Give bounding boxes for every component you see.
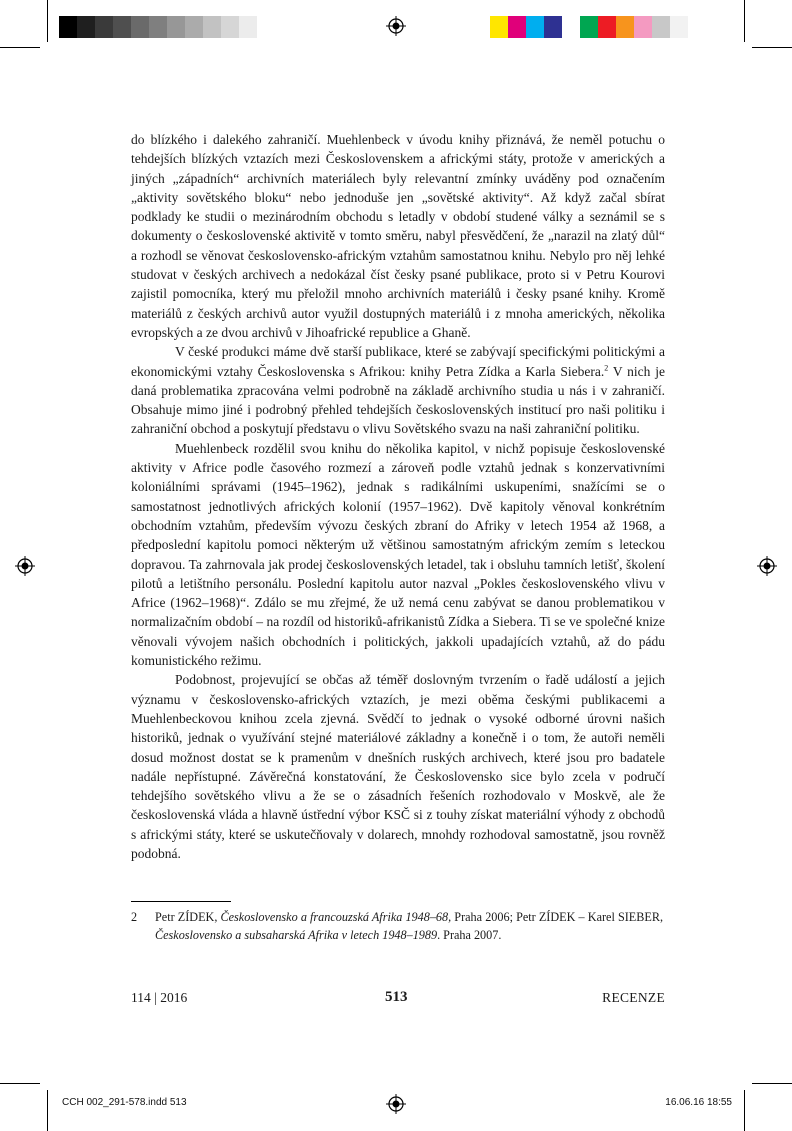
- color-swatch: [221, 16, 239, 38]
- paragraph: Muehlenbeck rozdělil svou knihu do několika kapitol, v nichž popisuje československé aktivity v Africe podle časového rozmezí a zároveň podle vztahů jednak s konzervativními koloniálními správami (1945–1962), jednak s radikálními uskupeními, snažícími se o samostatnost jednotlivých afrických kolonií (1957–1962). Dvě kapitoly věnoval konkrétním obchodním vztahům, především vývozu českých zbraní do Afriky v letech 1954 až 1968, a předposlední kapitolu pomoci některým už většinou samostatným africkým zemím s leteckou dopravou. Ta zahrnovala jak prodej československých letadel, tak i obsluhu tamních letišť, školení pilotů a letištního personálu. Poslední kapitolu autor nazval „Pokles československého vlivu v Africe (1962–1968)“. Zdálo se mu zřejmé, že už nemá cenu zabývat se danou problematikou v normalizačním období – na rozdíl od historiků-afrikanistů Zídka a Siebera. Ti se ve společné knize věnovali vývojem našich obchodních i politických, jakkoli upadajících vztahů, až do pádu komunistického režimu.: [131, 440, 665, 669]
- crop-mark: [744, 1090, 745, 1131]
- color-swatch: [95, 16, 113, 38]
- paragraph: do blízkého i dalekého zahraničí. Muehlenbeck v úvodu knihy přiznává, že neměl potuchu o tehdejších blízkých vztazích mezi Československem a africkými státy, protože v amerických a jiných „západních“ archivních materiálech byly relevantní zmínky uváděny pod označením „aktivity sovětského bloku“ nebo jednoduše jen „sovětské aktivity“. Až když začal sbírat podklady ke studii o mezinárodním obchodu s letadly v období studené války a seznámil se s dokumenty o československé aktivitě v tomto směru, nabyl přesvědčení, že „narazil na zlatý důl“ a rozhodl se věnovat československo-africkým vztahům samostatnou knihu. Nebylo pro něj lehké studovat v českých archivech a nedokázal číst česky psané publikace, proto si v Petru Kourovi zajistil pomocníka, který mu přeložil mnoho archivních materiálů i česky psané knihy. Kromě materiálů z českých archivů autor využil dostupných materiálů i z mnoha amerických, několika evropských a ze dvou archivů v Jihoafrické republice a Ghaně.: [131, 132, 665, 340]
- footnote-text: [155, 908, 663, 944]
- color-swatch: [562, 16, 580, 38]
- color-swatch: [670, 16, 688, 38]
- color-swatch: [508, 16, 526, 38]
- crop-mark: [47, 0, 48, 42]
- crop-mark: [0, 47, 40, 48]
- color-swatch: [580, 16, 598, 38]
- color-swatch: [652, 16, 670, 38]
- article-body: [131, 130, 665, 863]
- color-swatch: [634, 16, 652, 38]
- color-swatch: [239, 16, 257, 38]
- color-swatch: [131, 16, 149, 38]
- footnote-author: Praha 2006; Petr ZÍDEK – Karel SIEBER,: [451, 910, 664, 924]
- color-swatch: [544, 16, 562, 38]
- footnote-reference[interactable]: 2: [604, 363, 609, 373]
- paragraph-text: V české produkci máme dvě starší publikace, které se zabývají specifickými politickými a ekonomickými vztahy Československa s Afrikou: knihy Petra Zídka a Karla Siebera.: [131, 344, 665, 379]
- footnote-title: Československo a subsaharská Afrika v letech 1948–1989: [155, 928, 438, 942]
- color-swatch: [59, 16, 77, 38]
- crop-mark: [744, 0, 745, 42]
- crop-mark: [47, 1090, 48, 1131]
- color-swatch: [149, 16, 167, 38]
- page-number: 513: [385, 989, 408, 1005]
- paragraph-text: V nich je daná problematika zpracována velmi podrobně na základě archivního studia u nás i v zahraničí. Obsahuje mimo jiné i podrobný přehled tehdejších československých institucí pro naši politiku i zahraniční obchod a poskytují představu o vlivu Sovětského svazu na naši zahraniční politiku.: [131, 363, 665, 437]
- footnote-title: Československo a francouzská Afrika 1948–68,: [220, 910, 452, 924]
- registration-mark-icon: [15, 556, 35, 576]
- color-swatch: [616, 16, 634, 38]
- color-swatch: [526, 16, 544, 38]
- footnote-imprint: . Praha 2007.: [437, 928, 502, 942]
- crop-mark: [0, 1083, 40, 1084]
- color-swatch: [113, 16, 131, 38]
- slug-filename: CCH 002_291-578.indd 513: [62, 1097, 187, 1108]
- color-swatch: [77, 16, 95, 38]
- color-swatch: [490, 16, 508, 38]
- registration-mark-icon: [757, 556, 777, 576]
- paragraph: [131, 342, 665, 438]
- footnote-separator: [131, 901, 231, 902]
- color-swatch: [167, 16, 185, 38]
- registration-mark-icon: [386, 16, 406, 36]
- issue-label: 114 | 2016: [131, 990, 188, 1005]
- footnote: [131, 908, 665, 944]
- paragraph: Podobnost, projevující se občas až téměř doslovným tvrzením o řadě událostí a jejich významu v československo-afrických vztazích, je mezi oběma českými publikacemi a Muehlenbeckovou knihou zcela zjevná. Svědčí to jednak o vysoké odborné úrovni našich historiků, jednak o využívání stejné materiálové základny a konečně i o tom, že autoři neměli dosud možnost dostat se k pramenům v dnešních ruských archivech, které jsou pro badatele nadále nepřístupné. Závěrečná konstatování, že Československo sice bylo zcela v područí tehdejšího sovětského vlivu a že se o zásadních řešeních rozhodovalo v Moskvě, ale že československá vláda a hlavně ústřední výbor KSČ si z touhy získat materiální výhody z obchodů s africkými státy, které se uskutečňovaly v dolarech, mnohdy rozhodoval samostatně, jsou rovněž podobná.: [131, 672, 665, 861]
- color-swatch: [185, 16, 203, 38]
- crop-mark: [752, 1083, 792, 1084]
- slug-datetime: 16.06.16 18:55: [665, 1097, 732, 1108]
- color-swatch: [598, 16, 616, 38]
- registration-mark-icon: [386, 1094, 406, 1114]
- process-color-bar: [490, 16, 688, 38]
- section-label: RECENZE: [602, 990, 665, 1005]
- footnote-number: 2: [131, 910, 138, 924]
- crop-mark: [752, 47, 792, 48]
- color-swatch: [203, 16, 221, 38]
- footnote-author: Petr ZÍDEK,: [155, 910, 221, 924]
- grayscale-color-bar: [59, 16, 257, 38]
